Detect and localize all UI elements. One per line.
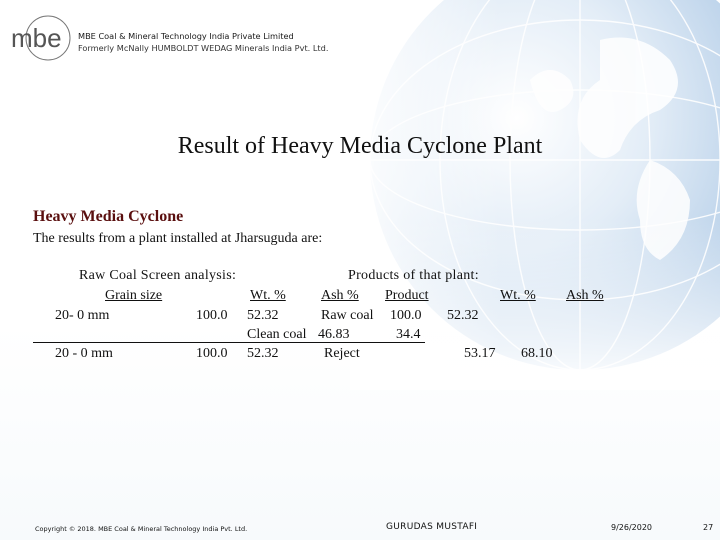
col-grain-size: Grain size: [105, 288, 163, 303]
raw-coal-wt: 100.0: [390, 308, 422, 323]
row1-grain-size: 20- 0 mm: [55, 308, 110, 323]
reject-wt: 53.17: [464, 346, 496, 361]
raw-coal-label: Raw coal: [321, 308, 374, 323]
col-wt-pct: Wt. %: [250, 288, 286, 303]
section-subheading: Heavy Media Cyclone: [33, 208, 184, 225]
reject-label: Reject: [324, 346, 360, 361]
footer-date: 9/26/2020: [611, 523, 653, 532]
company-former-name: Formerly McNally HUMBOLDT WEDAG Minerals India Pvt. Ltd.: [78, 43, 329, 53]
row1-wt: 100.0: [196, 308, 228, 323]
reject-ash: 68.10: [521, 346, 553, 361]
footer-copyright: Copyright © 2018. MBE Coal & Mineral Technology India Pvt. Ltd.: [35, 525, 248, 533]
row2-grain-size: 20 - 0 mm: [55, 346, 113, 361]
row2-wt: 100.0: [196, 346, 228, 361]
col-ash-pct: Ash %: [321, 288, 359, 303]
clean-coal-wt: 46.83: [318, 327, 350, 342]
col-wt-pct-2: Wt. %: [500, 288, 536, 303]
raw-coal-ash: 52.32: [447, 308, 479, 323]
raw-coal-heading: Raw Coal Screen analysis:: [79, 268, 237, 283]
slide-number: 27: [703, 523, 714, 532]
slide-title: Result of Heavy Media Cyclone Plant: [177, 133, 543, 159]
svg-text:mbe: mbe: [11, 23, 62, 53]
intro-text: The results from a plant installed at Jharsuguda are:: [33, 231, 323, 246]
mbe-logo: [8, 14, 74, 66]
clean-coal-label: Clean coal: [247, 327, 307, 342]
company-header: [78, 30, 328, 54]
company-name: MBE Coal & Mineral Technology India Private Limited: [78, 31, 294, 41]
footer-presenter: GURUDAS MUSTAFI: [386, 522, 478, 532]
clean-coal-ash: 34.4: [396, 327, 421, 342]
products-heading: Products of that plant:: [348, 268, 479, 283]
row1-ash: 52.32: [247, 308, 279, 323]
row2-ash: 52.32: [247, 346, 279, 361]
col-product: Product: [385, 288, 429, 303]
col-ash-pct-2: Ash %: [566, 288, 604, 303]
table-divider: [33, 342, 425, 343]
